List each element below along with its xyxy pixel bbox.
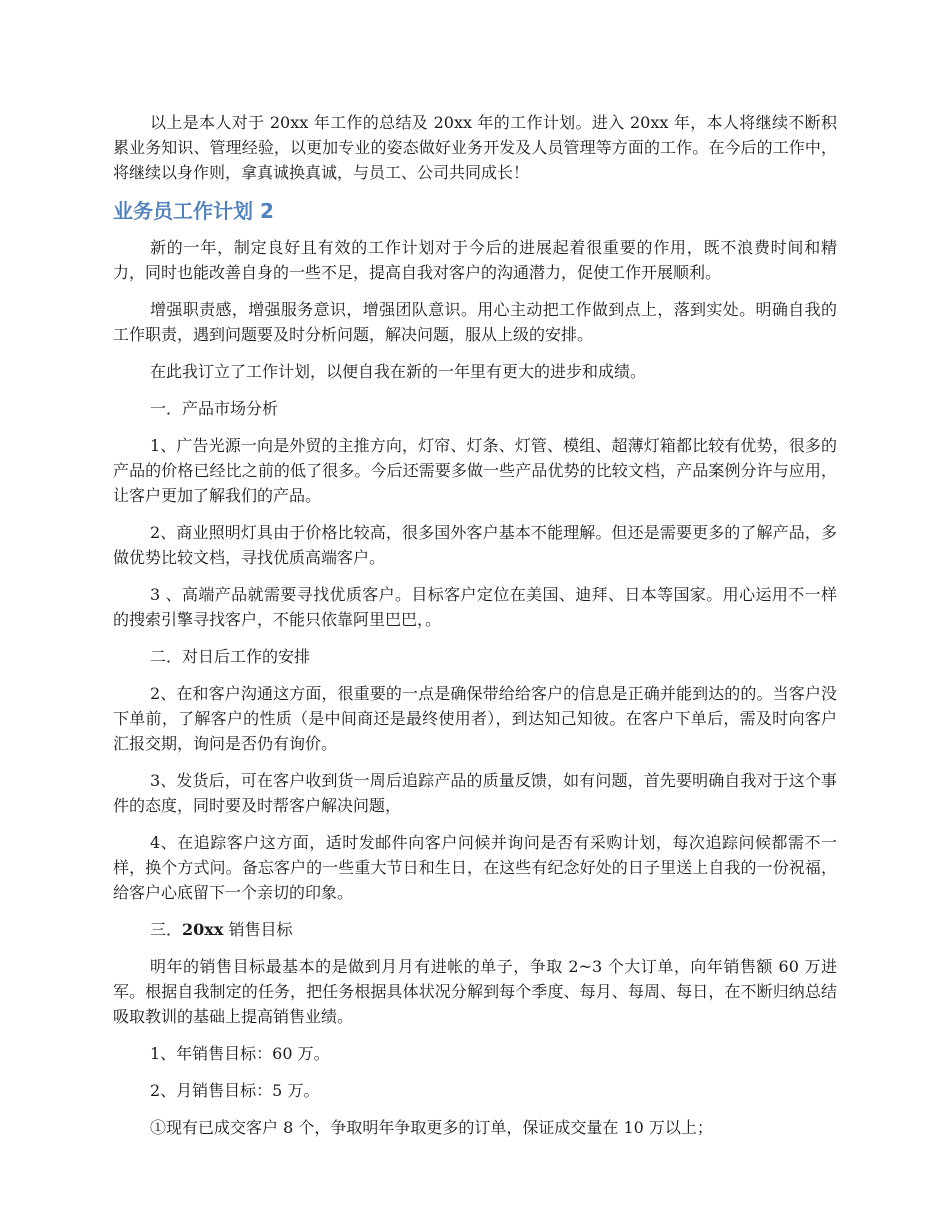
subheading-sales-suffix: 销售目标 (223, 920, 293, 939)
subheading-sales-prefix: 三． (150, 920, 183, 939)
paragraph-existing-clients: ①现有已成交客户 8 个，争取明年争取更多的订单，保证成交量在 10 万以上； (150, 1118, 713, 1137)
paragraph-shipping: 3、发货后，可在客户收到货一周后追踪产品的质量反馈，如有问题，首先要明确自我对于这个事件的态度，同时要及时帮客户解决问题， (113, 771, 837, 815)
paragraph-item-3: 3 、高端产品就需要寻找优质客户。目标客户定位在美国、迪拜、日本等国家。用心运用不一样的搜索引擎寻找客户，不能只依靠阿里巴巴，。 (113, 585, 837, 629)
subheading-market-analysis: 一．产品市场分析 (150, 399, 279, 418)
paragraph-communication: 2、在和客户沟通这方面，很重要的一点是确保带给给客户的信息是正确并能到达的的。当客户没下单前，了解客户的性质（是中间商还是最终使用者），到达知己知彼。在客户下单后，需及时向客户汇报交期，询问是否仍有询价。 (113, 684, 837, 753)
paragraph-sales-goal: 明年的销售目标最基本的是做到月月有进帐的单子，争取 2~3 个大订单，向年销售额 60 万进军。根据自我制定的任务，把任务根据具体状况分解到每个季度、每月、每周、每日，在不断归纳总结吸取教训的基础上提高销售业绩。 (113, 957, 837, 1026)
subheading-sales-target (113, 917, 837, 942)
paragraph-monthly-target: 2、月销售目标：5 万。 (150, 1081, 320, 1100)
subheading-sales-year: 20xx (182, 920, 224, 939)
paragraph-summary: 以上是本人对于 20xx 年工作的总结及 20xx 年的工作计划。进入 20xx 年，本人将继续不断积累业务知识、管理经验，以更加专业的姿态做好业务开发及人员管理等方面的工作。在今后的工作中，将继续以身作则，拿真诚换真诚，与员工、公司共同成长！ (113, 113, 837, 182)
paragraph-followup: 4、在追踪客户这方面，适时发邮件向客户问候并询问是否有采购计划，每次追踪问候都需不一样，换个方式问。备忘客户的一些重大节日和生日，在这些有纪念好处的日子里送上自我的一份祝福，给客户心底留下一个亲切的印象。 (113, 833, 837, 902)
paragraph-plan: 在此我订立了工作计划，以便自我在新的一年里有更大的进步和成绩。 (150, 362, 647, 381)
paragraph-annual-target: 1、年销售目标：60 万。 (150, 1044, 330, 1063)
paragraph-intro: 新的一年，制定良好且有效的工作计划对于今后的进展起着很重要的作用，既不浪费时间和精力，同时也能改善自身的一些不足，提高自我对客户的沟通潜力，促使工作开展顺利。 (113, 238, 837, 282)
subheading-work-arrangement: 二．对日后工作的安排 (150, 647, 311, 666)
paragraph-item-1: 1、广告光源一向是外贸的主推方向，灯帘、灯条、灯管、模组、超薄灯箱都比较有优势，很多的产品的价格已经比之前的低了很多。今后还需要多做一些产品优势的比较文档，产品案例分许与应用，让客户更加了解我们的产品。 (113, 436, 837, 505)
paragraph-responsibility: 增强职责感，增强服务意识，增强团队意识。用心主动把工作做到点上，落到实处。明确自我的工作职责，遇到问题要及时分析问题，解决问题，服从上级的安排。 (113, 300, 837, 344)
section-heading: 业务员工作计划 2 (113, 199, 274, 223)
paragraph-item-2: 2、商业照明灯具由于价格比较高，很多国外客户基本不能理解。但还是需要更多的了解产品，多做优势比较文档，寻找优质高端客户。 (113, 523, 837, 567)
